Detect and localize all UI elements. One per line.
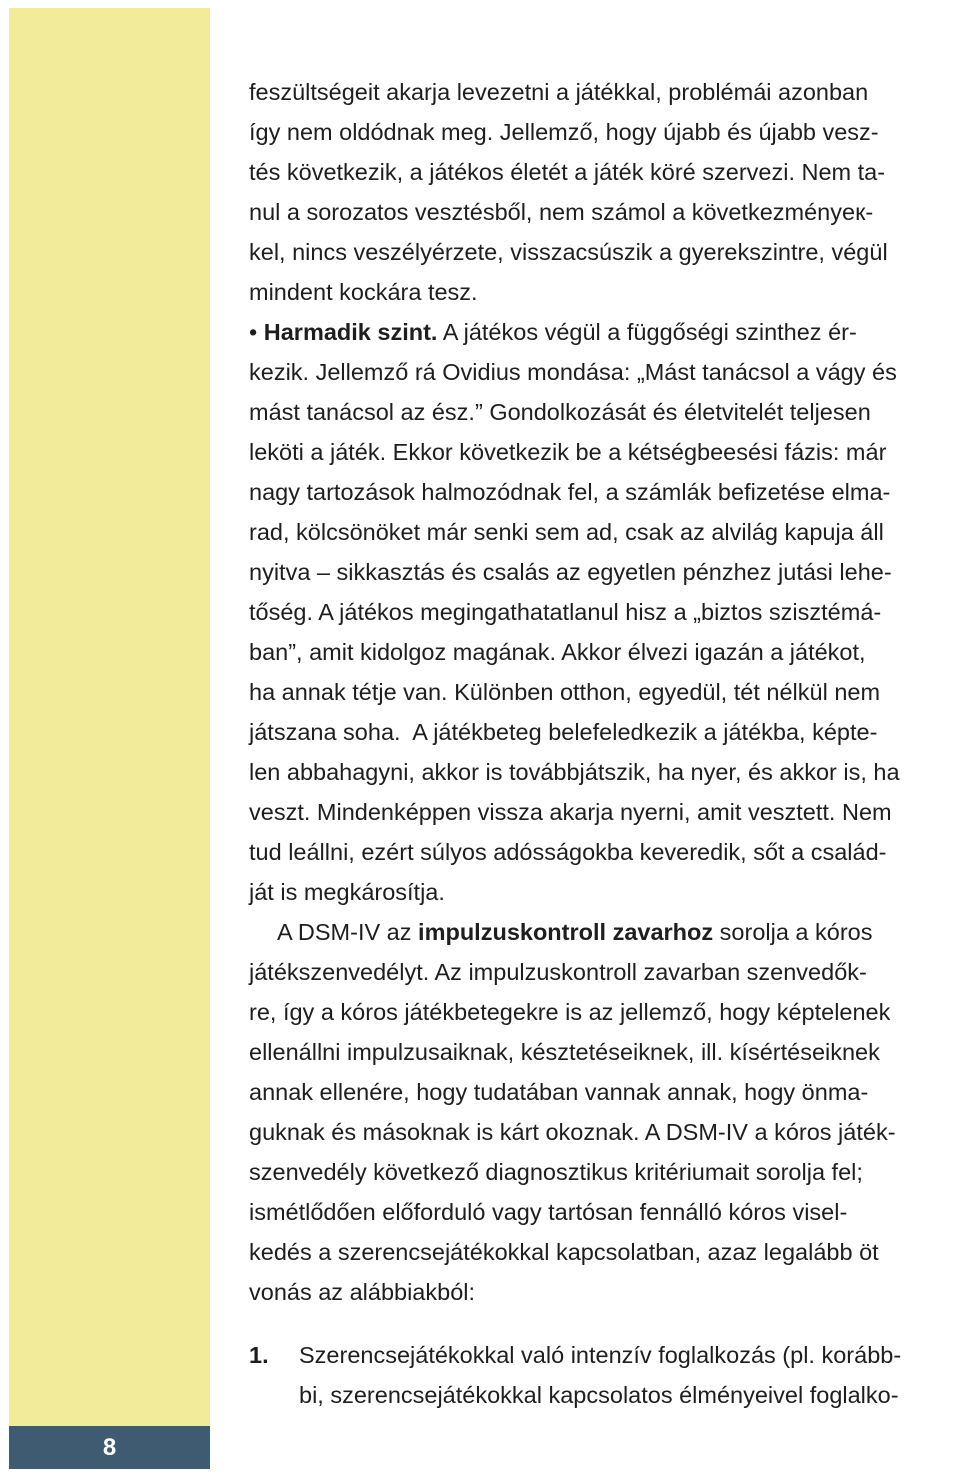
page-number: 8 [9, 1426, 210, 1469]
side-color-strip [9, 8, 210, 1426]
bullet-third-level [249, 312, 960, 912]
text-line: tés következik, a játékos életét a játék köré szervezi. Nem ta- [249, 159, 886, 185]
list-text: Szerencsejátékokkal való intenzív foglalkozás (pl. korább- [299, 1342, 902, 1368]
paragraph-first-line [249, 912, 960, 952]
text-line: ellenállni impulzusaiknak, késztetéseiknek, ill. kísértéseiknek [249, 1039, 880, 1065]
text-line: kezik. Jellemző rá Ovidius mondása: „Mást tanácsol a vágy és [249, 359, 897, 385]
text-line: re, így a kóros játékbetegekre is az jellemző, hogy képtelenek [249, 999, 891, 1025]
bullet-dot: • [249, 319, 258, 345]
bullet-heading: Harmadik szint. [263, 319, 438, 345]
text-line: kel, nincs veszélyérzete, visszacsúszik a gyerekszintre, végül [249, 239, 888, 265]
text-line: rad, kölcsönöket már senki sem ad, csak az alvilág kapuja áll [249, 519, 884, 545]
text-line: mást tanácsol az ész.” Gondolkozását és életvitelét teljesen [249, 399, 871, 425]
text-line: annak ellenére, hogy tudatában vannak annak, hogy önma- [249, 1079, 869, 1105]
text-line: ismétlődően előforduló vagy tartósan fennálló kóros visel- [249, 1199, 848, 1225]
text-line: ját is megkárosítja. [249, 879, 445, 905]
list-item [249, 1335, 960, 1375]
text-run: A DSM-IV az [277, 919, 419, 945]
text-line: nul a sorozatos vesztésből, nem számol a következményeк- [249, 199, 874, 225]
paragraph-dsm [249, 912, 960, 1312]
text-line: szenvedély következő diagnosztikus kritériumait sorolja fel; [249, 1159, 863, 1185]
text-line: így nem oldódnak meg. Jellemző, hogy újabb és újabb vesz- [249, 119, 879, 145]
text-line: ban”, amit kidolgoz magának. Akkor élvezi igazán a játékot, [249, 639, 866, 665]
text-line: nyitva – sikkasztás és csalás az egyetlen pénzhez jutási lehe- [249, 559, 892, 585]
bold-term: impulzuskontroll zavarhoz [418, 919, 714, 945]
list-item-continuation: bi, szerencsejátékokkal kapcsolatos élményeivel foglalko- [299, 1382, 899, 1408]
text-line: len abbahagyni, akkor is továbbjátszik, ha nyer, és akkor is, ha [249, 759, 900, 785]
text-line: tőség. A játékos megingathatatlanul hisz a „biztos szisztémá- [249, 599, 882, 625]
bullet-text: A játékos végül a függőségi szinthez ér- [437, 319, 857, 345]
text-line: feszültségeit akarja levezetni a játékkal, problémái azonban [249, 79, 869, 105]
text-line: veszt. Mindenképpen vissza akarja nyerni, amit vesztett. Nem [249, 799, 892, 825]
bullet-first-line [249, 312, 960, 352]
text-line: guknak és másoknak is kárt okoznak. A DSM-IV a kóros játék- [249, 1119, 896, 1145]
criteria-list [249, 1335, 960, 1415]
text-line: kedés a szerencsejátékokkal kapcsolatban, azaz legalább öt [249, 1239, 879, 1265]
text-line: leköti a játék. Ekkor következik be a kétségbeesési fázis: már [249, 439, 887, 465]
text-line: játszana soha. A játékbeteg belefeledkezik a játékba, képte- [249, 719, 878, 745]
page-content [249, 72, 960, 1415]
text-line: vonás az alábbiakból: [249, 1279, 476, 1305]
text-line: ha annak tétje van. Különben otthon, egyedül, tét nélkül nem [249, 679, 881, 705]
text-line: tud leállni, ezért súlyos adósságokba keveredik, sőt a család- [249, 839, 887, 865]
text-line: mindent kockára tesz. [249, 279, 478, 305]
paragraph-intro [249, 72, 960, 312]
text-line: játékszenvedélyt. Az impulzuskontroll zavarban szenvedők- [249, 959, 867, 985]
text-run: sorolja a kóros [713, 919, 873, 945]
list-number: 1. [249, 1342, 269, 1368]
text-line: nagy tartozások halmozódnak fel, a számlák befizetése elma- [249, 479, 891, 505]
